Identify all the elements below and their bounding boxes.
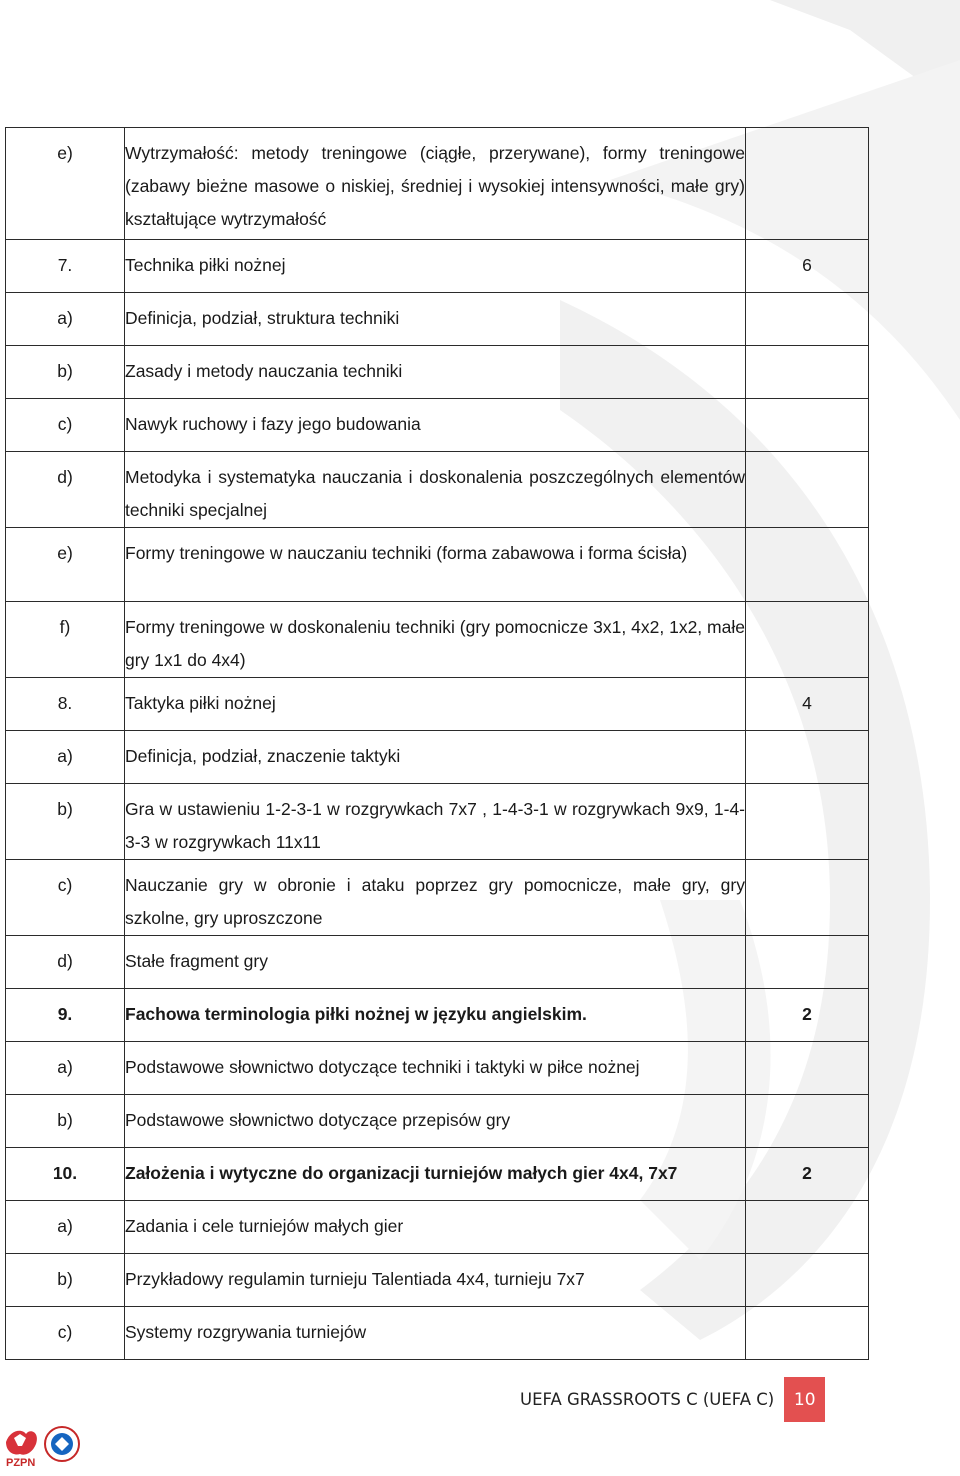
- row-topic-cell: [125, 602, 746, 678]
- footer-title: UEFA GRASSROOTS C (UEFA C): [520, 1390, 775, 1409]
- row-topic-cell: [125, 784, 746, 860]
- row-number-cell: [6, 452, 125, 528]
- row-hours: 6: [802, 255, 812, 275]
- row-topic-cell: [125, 860, 746, 936]
- row-hours-cell: [746, 399, 869, 452]
- row-hours-cell: [746, 860, 869, 936]
- table-row: [6, 1201, 869, 1254]
- row-number: 10.: [52, 1163, 78, 1183]
- row-number: e): [57, 143, 73, 163]
- row-hours-cell: [746, 784, 869, 860]
- table-row: [6, 240, 869, 293]
- row-hours: [746, 1307, 868, 1316]
- row-hours-cell: [746, 452, 869, 528]
- row-topic-cell: [125, 528, 746, 602]
- row-hours: [746, 1042, 868, 1051]
- table-row: [6, 989, 869, 1042]
- row-hours: [746, 128, 868, 137]
- row-hours-cell: [746, 678, 869, 731]
- row-topic: Wytrzymałość: metody treningowe (ciągłe, przerywane), formy treningowe (zabawy bieżne masowe o niskiej, średniej i wysokiej intensywności, małe gry) kształtujące wytrzymałość: [125, 143, 745, 229]
- row-number: b): [57, 361, 73, 381]
- row-topic: Gra w ustawieniu 1-2-3-1 w rozgrywkach 7x7 , 1-4-3-1 w rozgrywkach 9x9, 1-4-3-3 w rozgrywkach 11x11: [125, 799, 745, 852]
- row-hours: [746, 1095, 868, 1104]
- row-topic: Fachowa terminologia piłki nożnej w języku angielskim.: [125, 1004, 587, 1024]
- table-row: [6, 528, 869, 602]
- page-number: 10: [784, 1377, 825, 1422]
- row-number-cell: [6, 240, 125, 293]
- table-row: [6, 346, 869, 399]
- row-hours-cell: [746, 1148, 869, 1201]
- row-topic: Założenia i wytyczne do organizacji turniejów małych gier 4x4, 7x7: [125, 1163, 678, 1183]
- row-topic: Technika piłki nożnej: [125, 255, 286, 275]
- row-topic: Formy treningowe w nauczaniu techniki (forma zabawowa i forma ścisła): [125, 543, 688, 563]
- row-topic-cell: [125, 452, 746, 528]
- row-number-cell: [6, 784, 125, 860]
- footer-logos: [0, 1420, 90, 1471]
- row-hours-cell: [746, 128, 869, 240]
- row-hours: 4: [802, 693, 812, 713]
- row-number: b): [57, 1110, 73, 1130]
- row-hours-cell: [746, 936, 869, 989]
- row-hours: [746, 602, 868, 611]
- row-number-cell: [6, 1307, 125, 1360]
- row-topic: Definicja, podział, znaczenie taktyki: [125, 746, 401, 766]
- row-topic-cell: [125, 1307, 746, 1360]
- row-topic-cell: [125, 989, 746, 1042]
- row-topic-cell: [125, 1095, 746, 1148]
- row-number-cell: [6, 678, 125, 731]
- page-footer: [520, 1377, 825, 1422]
- row-number-cell: [6, 1148, 125, 1201]
- row-number-cell: [6, 731, 125, 784]
- row-number: b): [57, 1269, 73, 1289]
- row-number-cell: [6, 860, 125, 936]
- row-topic-cell: [125, 678, 746, 731]
- row-hours: [746, 452, 868, 461]
- row-topic: Stałe fragment gry: [125, 951, 268, 971]
- row-hours: [746, 528, 868, 537]
- table-row: [6, 128, 869, 240]
- row-hours-cell: [746, 602, 869, 678]
- row-number-cell: [6, 602, 125, 678]
- row-hours: [746, 346, 868, 355]
- row-topic-cell: [125, 1042, 746, 1095]
- row-hours: [746, 860, 868, 869]
- row-topic-cell: [125, 731, 746, 784]
- row-number-cell: [6, 989, 125, 1042]
- row-topic: Zadania i cele turniejów małych gier: [125, 1216, 404, 1236]
- row-number-cell: [6, 1042, 125, 1095]
- row-number: a): [57, 1216, 73, 1236]
- row-number-cell: [6, 1201, 125, 1254]
- row-hours-cell: [746, 240, 869, 293]
- table-row: [6, 602, 869, 678]
- row-topic: Podstawowe słownictwo dotyczące przepisów gry: [125, 1110, 511, 1130]
- table-row: [6, 293, 869, 346]
- table-row: [6, 784, 869, 860]
- row-hours: [746, 1201, 868, 1210]
- row-hours-cell: [746, 1042, 869, 1095]
- row-topic-cell: [125, 128, 746, 240]
- row-topic: Metodyka i systematyka nauczania i doskonalenia poszczególnych elementów techniki specjalnej: [125, 467, 745, 520]
- table-row: [6, 1148, 869, 1201]
- row-number-cell: [6, 1254, 125, 1307]
- row-hours: [746, 293, 868, 302]
- row-topic: Nauczanie gry w obronie i ataku poprzez gry pomocnicze, małe gry, gry szkolne, gry uproszczone: [125, 875, 745, 928]
- row-number-cell: [6, 399, 125, 452]
- table-row: [6, 860, 869, 936]
- row-number: a): [57, 308, 73, 328]
- row-hours: 2: [802, 1163, 812, 1183]
- row-number: c): [57, 1322, 73, 1342]
- row-topic-cell: [125, 1201, 746, 1254]
- row-hours: [746, 731, 868, 740]
- table-row: [6, 678, 869, 731]
- row-number-cell: [6, 936, 125, 989]
- row-topic: Przykładowy regulamin turnieju Talentiada 4x4, turnieju 7x7: [125, 1269, 585, 1289]
- row-number: b): [57, 799, 73, 819]
- row-topic: Taktyka piłki nożnej: [125, 693, 276, 713]
- table-row: [6, 1254, 869, 1307]
- table-row: [6, 452, 869, 528]
- row-number-cell: [6, 528, 125, 602]
- row-topic-cell: [125, 936, 746, 989]
- row-hours: [746, 399, 868, 408]
- row-hours-cell: [746, 1254, 869, 1307]
- row-hours: 2: [802, 1004, 812, 1024]
- row-topic: Zasady i metody nauczania techniki: [125, 361, 403, 381]
- row-number: 7.: [57, 255, 73, 275]
- row-hours: [746, 1254, 868, 1263]
- row-topic-cell: [125, 346, 746, 399]
- row-number-cell: [6, 293, 125, 346]
- row-topic: Nawyk ruchowy i fazy jego budowania: [125, 414, 421, 434]
- table-row: [6, 1095, 869, 1148]
- row-number-cell: [6, 1095, 125, 1148]
- table-row: [6, 731, 869, 784]
- row-topic-cell: [125, 399, 746, 452]
- row-number: 9.: [57, 1004, 73, 1024]
- row-hours-cell: [746, 528, 869, 602]
- row-number: c): [57, 875, 73, 895]
- row-hours-cell: [746, 346, 869, 399]
- row-number: c): [57, 414, 73, 434]
- syllabus-table: [5, 127, 869, 1360]
- row-topic-cell: [125, 240, 746, 293]
- row-hours: [746, 936, 868, 945]
- row-number: d): [57, 467, 73, 487]
- table-row: [6, 1307, 869, 1360]
- row-hours-cell: [746, 1095, 869, 1148]
- row-number-cell: [6, 346, 125, 399]
- row-number: a): [57, 1057, 73, 1077]
- row-hours-cell: [746, 989, 869, 1042]
- row-topic: Podstawowe słownictwo dotyczące techniki i taktyki w piłce nożnej: [125, 1057, 640, 1077]
- row-hours-cell: [746, 293, 869, 346]
- table-row: [6, 936, 869, 989]
- row-number: f): [59, 617, 71, 637]
- row-number: d): [57, 951, 73, 971]
- row-number-cell: [6, 128, 125, 240]
- row-topic-cell: [125, 293, 746, 346]
- row-topic: Definicja, podział, struktura techniki: [125, 308, 400, 328]
- row-topic-cell: [125, 1254, 746, 1307]
- row-topic: Formy treningowe w doskonaleniu techniki (gry pomocnicze 3x1, 4x2, 1x2, małe gry 1x1 do 4x4): [125, 617, 745, 670]
- row-topic: Systemy rozgrywania turniejów: [125, 1322, 367, 1342]
- row-number: e): [57, 543, 73, 563]
- table-row: [6, 399, 869, 452]
- row-topic-cell: [125, 1148, 746, 1201]
- table-row: [6, 1042, 869, 1095]
- row-hours: [746, 784, 868, 793]
- row-hours-cell: [746, 1201, 869, 1254]
- row-number: a): [57, 746, 73, 766]
- row-hours-cell: [746, 1307, 869, 1360]
- row-hours-cell: [746, 731, 869, 784]
- row-number: 8.: [57, 693, 73, 713]
- pzpn-logo-text: PZPN: [6, 1457, 36, 1469]
